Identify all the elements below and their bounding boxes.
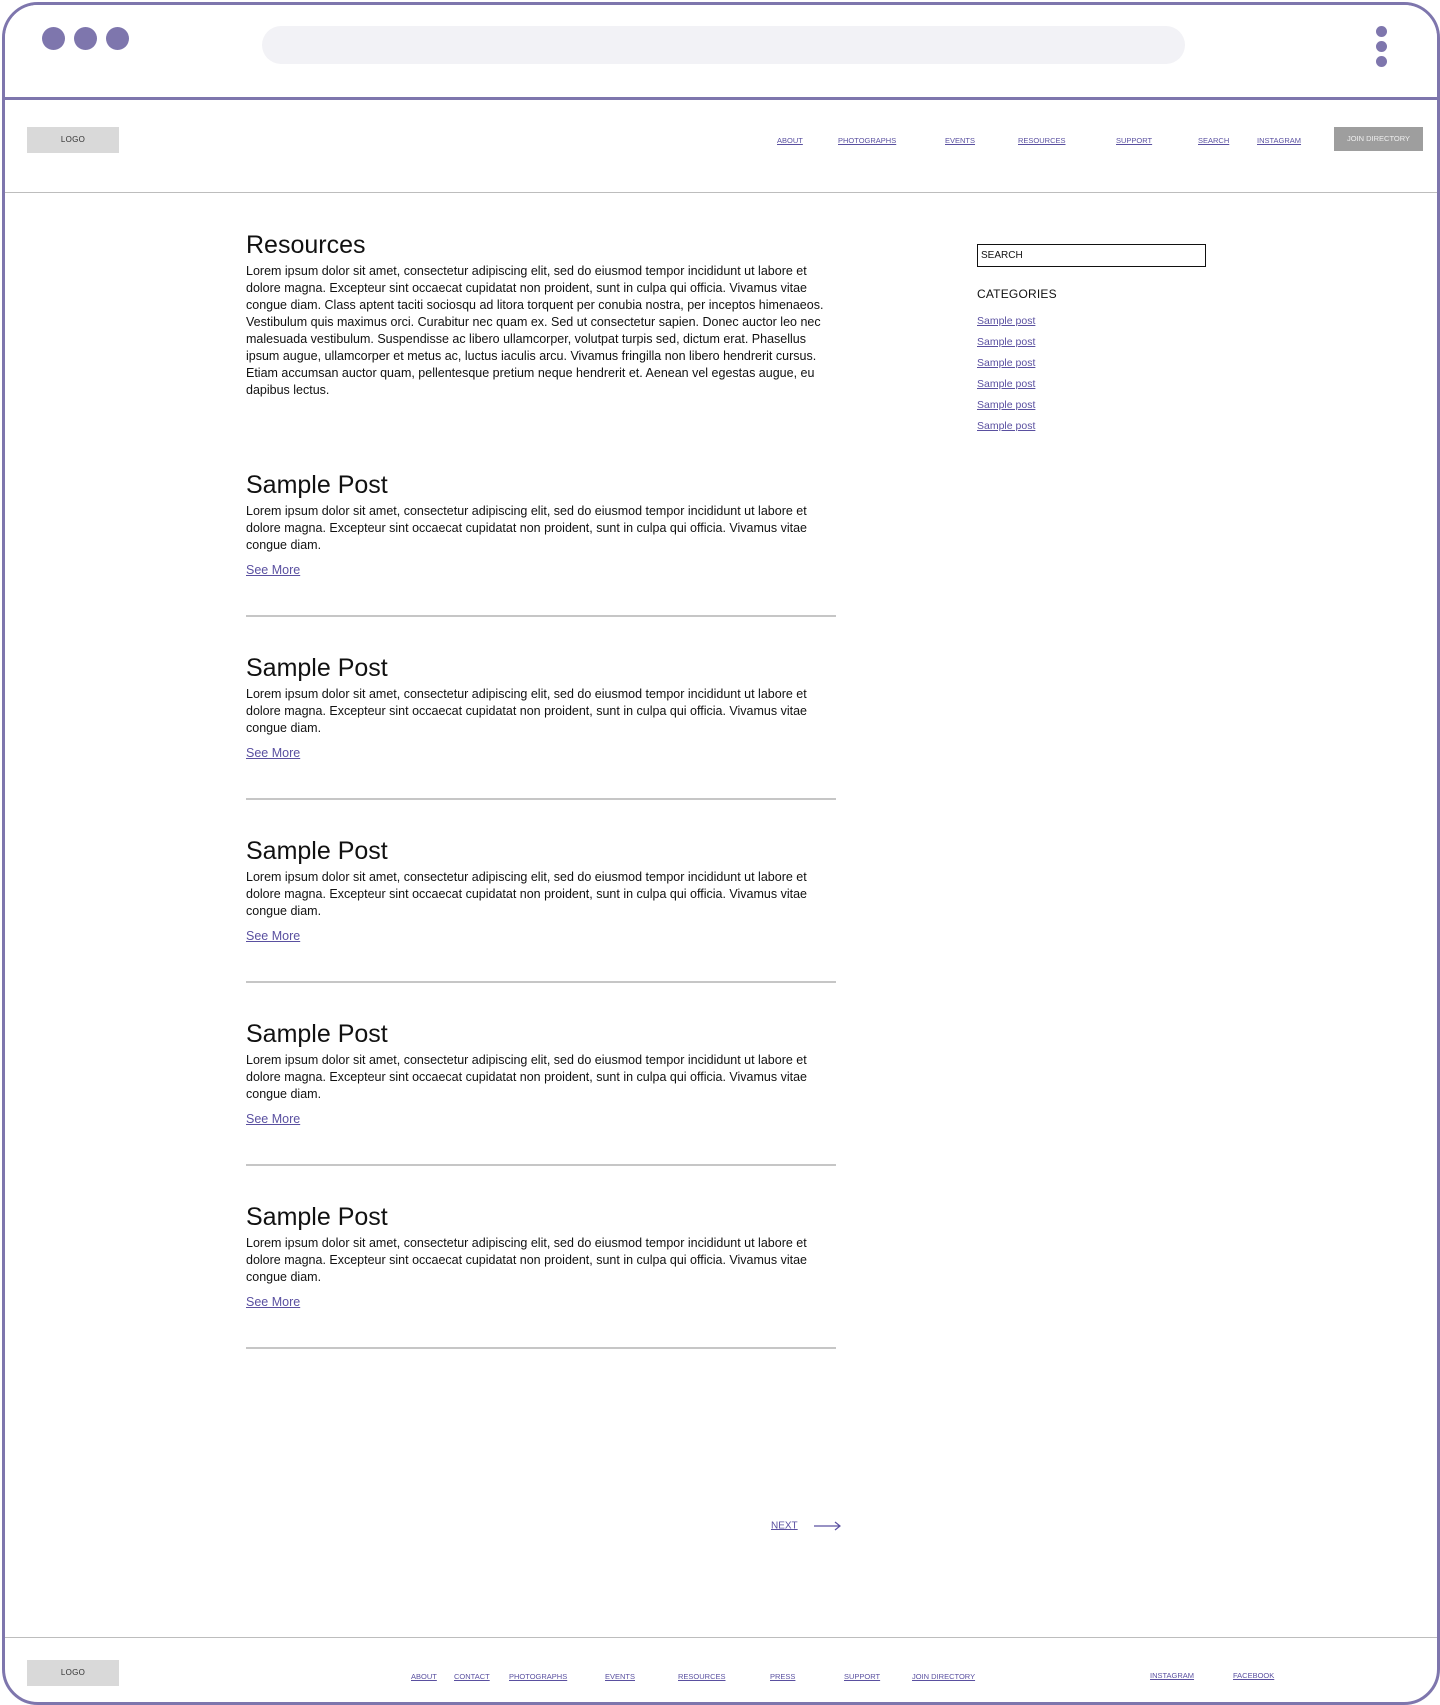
window-control-dot[interactable] <box>106 27 129 50</box>
pagination <box>771 1517 842 1535</box>
page-title: Resources <box>246 231 366 259</box>
nav-instagram[interactable]: INSTAGRAM <box>1257 136 1302 145</box>
footer-nav-resources[interactable]: RESOURCES <box>678 1672 726 1681</box>
nav-about[interactable]: ABOUT <box>777 136 803 145</box>
see-more-link[interactable]: See More <box>246 563 301 577</box>
post-title[interactable]: Sample Post <box>246 1020 388 1048</box>
footer-nav-events[interactable]: EVENTS <box>605 1672 636 1681</box>
search-input[interactable] <box>977 244 1206 267</box>
post-item <box>246 470 836 579</box>
nav-resources[interactable]: RESOURCES <box>1018 136 1066 145</box>
post-divider <box>246 1164 836 1166</box>
footer-nav-about[interactable]: ABOUT <box>411 1672 437 1681</box>
see-more-link[interactable]: See More <box>246 1112 301 1126</box>
post-title[interactable]: Sample Post <box>246 471 388 499</box>
browser-chrome <box>5 5 1437 100</box>
nav-photographs[interactable]: PHOTOGRAPHS <box>838 136 897 145</box>
post-body: Lorem ipsum dolor sit amet, consectetur adipiscing elit, sed do eiusmod tempor incididunt ut labore et dolore magna. Excepteur sint occaecat cupidatat non proident, sunt in culpa qui officia. Vivamus vitae congue diam. <box>246 504 807 552</box>
see-more-link[interactable]: See More <box>246 746 301 760</box>
category-link[interactable]: Sample post <box>977 420 1036 432</box>
post-divider <box>246 981 836 983</box>
post-item <box>246 836 836 945</box>
site-footer <box>5 1637 1437 1705</box>
category-link[interactable]: Sample post <box>977 378 1036 390</box>
window-control-dot[interactable] <box>74 27 97 50</box>
post-body: Lorem ipsum dolor sit amet, consectetur adipiscing elit, sed do eiusmod tempor incididunt ut labore et dolore magna. Excepteur sint occaecat cupidatat non proident, sunt in culpa qui officia. Vivamus vitae congue diam. <box>246 687 807 735</box>
footer-nav-support[interactable]: SUPPORT <box>844 1672 881 1681</box>
categories-title: CATEGORIES <box>977 287 1057 301</box>
category-link[interactable]: Sample post <box>977 357 1036 369</box>
post-title[interactable]: Sample Post <box>246 837 388 865</box>
post-title[interactable]: Sample Post <box>246 1203 388 1231</box>
category-link[interactable]: Sample post <box>977 336 1036 348</box>
arrow-right-icon[interactable] <box>814 1521 842 1531</box>
footer-logo[interactable]: LOGO <box>27 1660 119 1686</box>
footer-nav-contact[interactable]: CONTACT <box>454 1672 490 1681</box>
see-more-link[interactable]: See More <box>246 929 301 943</box>
nav-search[interactable]: SEARCH <box>1198 136 1230 145</box>
nav-support[interactable]: SUPPORT <box>1116 136 1153 145</box>
see-more-link[interactable]: See More <box>246 1295 301 1309</box>
nav-events[interactable]: EVENTS <box>945 136 976 145</box>
footer-nav-press[interactable]: PRESS <box>770 1672 796 1681</box>
site-header <box>5 100 1437 193</box>
post-title[interactable]: Sample Post <box>246 654 388 682</box>
footer-nav-photographs[interactable]: PHOTOGRAPHS <box>509 1672 568 1681</box>
post-divider <box>246 1347 836 1349</box>
post-body: Lorem ipsum dolor sit amet, consectetur adipiscing elit, sed do eiusmod tempor incididunt ut labore et dolore magna. Excepteur sint occaecat cupidatat non proident, sunt in culpa qui officia. Vivamus vitae congue diam. <box>246 1236 807 1284</box>
post-divider <box>246 798 836 800</box>
post-divider <box>246 615 836 617</box>
address-bar[interactable] <box>262 26 1185 64</box>
post-body: Lorem ipsum dolor sit amet, consectetur adipiscing elit, sed do eiusmod tempor incididunt ut labore et dolore magna. Excepteur sint occaecat cupidatat non proident, sunt in culpa qui officia. Vivamus vitae congue diam. <box>246 870 807 918</box>
next-page-link[interactable]: NEXT <box>771 1520 798 1532</box>
window-control-dot[interactable] <box>42 27 65 50</box>
post-item <box>246 1019 836 1128</box>
post-item <box>246 1202 836 1311</box>
category-link[interactable]: Sample post <box>977 399 1036 411</box>
footer-nav-join-directory[interactable]: JOIN DIRECTORY <box>912 1672 976 1681</box>
footer-instagram-link[interactable]: INSTAGRAM <box>1150 1671 1195 1680</box>
join-directory-button[interactable]: JOIN DIRECTORY <box>1334 127 1423 151</box>
intro-text: Lorem ipsum dolor sit amet, consectetur adipiscing elit, sed do eiusmod tempor incididunt ut labore et dolore magna. Excepteur sint occaecat cupidatat non proident, sunt in culpa qui officia. Vivamus vitae congue diam. Class aptent taciti sociosqu ad litora torquent per conubia nostra, per inceptos himenaeos. Vestibulum quis maximus orci. Curabitur nec quam ex. Sed ut consectetur sapien. Donec auctor leo nec malesuada vestibulum. Suspendisse ac libero ullamcorper, volutpat turpis sed, dictum erat. Phasellus ipsum augue, ullamcorper et metus ac, luctus iaculis arcu. Vivamus fringilla non libero hendrerit cursus. Etiam accumsan auctor quam, pellentesque pretium neque hendrerit et. Aenean vel egestas augue, eu dapibus lectus. <box>246 264 824 397</box>
category-link[interactable]: Sample post <box>977 315 1036 327</box>
browser-window <box>2 2 1440 1705</box>
post-body: Lorem ipsum dolor sit amet, consectetur adipiscing elit, sed do eiusmod tempor incididunt ut labore et dolore magna. Excepteur sint occaecat cupidatat non proident, sunt in culpa qui officia. Vivamus vitae congue diam. <box>246 1053 807 1101</box>
header-logo[interactable]: LOGO <box>27 127 119 153</box>
post-item <box>246 653 836 762</box>
footer-facebook-link[interactable]: FACEBOOK <box>1233 1671 1275 1680</box>
more-options-icon[interactable] <box>1375 26 1389 70</box>
